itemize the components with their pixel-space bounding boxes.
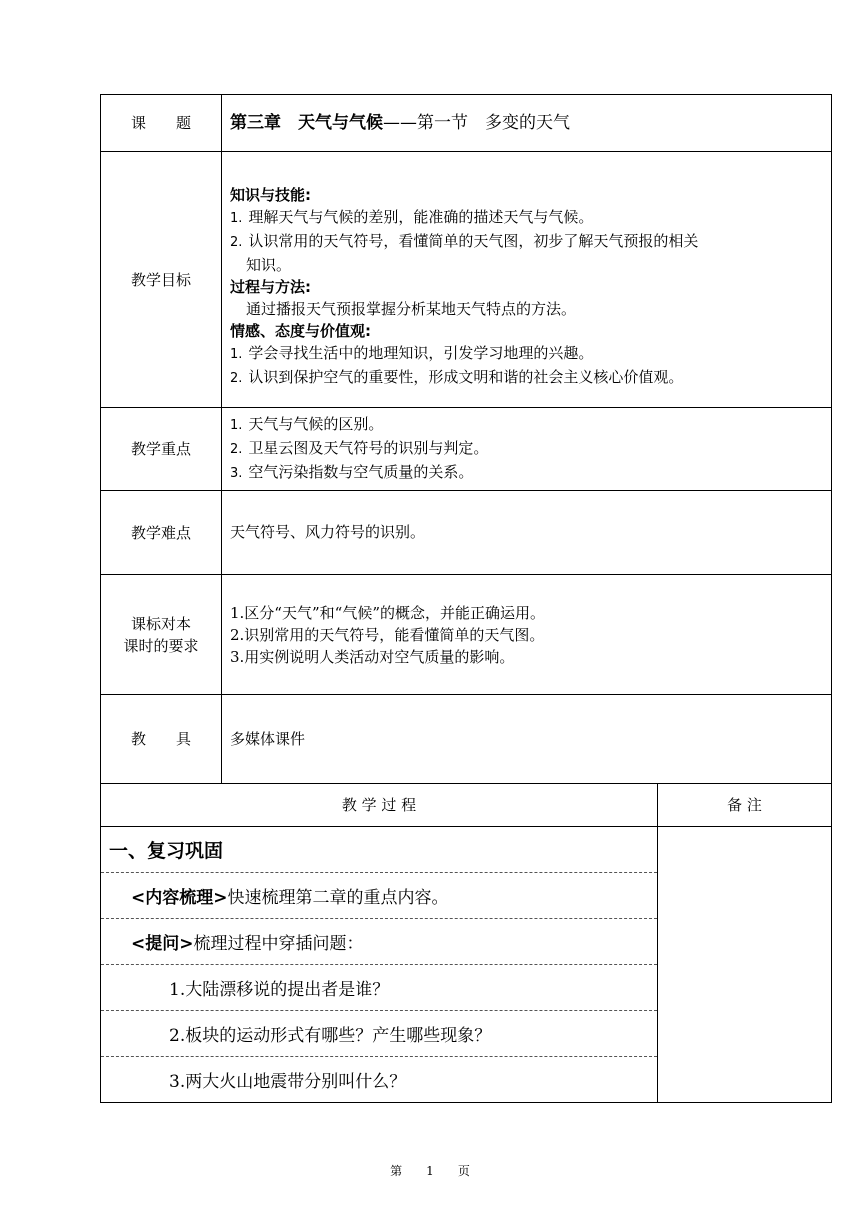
question-item: 2.板块的运动形式有哪些？产生哪些现象？ [101, 1011, 657, 1057]
topic-label: 课 题 [101, 95, 222, 152]
process-body-row [101, 827, 832, 1103]
key-point-item: 1. 天气与气候的区别。 [230, 415, 384, 433]
ask-text: 梳理过程中穿插问题： [193, 934, 364, 954]
section-title: ——第一节 多变的天气 [383, 112, 570, 133]
standard-item: 1.区分“天气”和“气候”的概念，并能正确运用。 [230, 603, 545, 622]
key-points-content [222, 408, 832, 491]
question-item: 1.大陆漂移说的提出者是谁？ [101, 965, 657, 1011]
lesson-plan-table [100, 94, 832, 1103]
footer-suffix: 页 [457, 1164, 470, 1178]
process-body [101, 827, 658, 1103]
emotion-heading: 情感、态度与价值观: [230, 321, 371, 340]
remarks-header: 备 注 [658, 784, 832, 827]
objectives-row [101, 152, 832, 408]
page-footer [0, 1162, 860, 1179]
emotion-item: 2. 认识到保护空气的重要性，形成文明和谐的社会主义核心价值观。 [230, 367, 684, 386]
page-number: 1 [426, 1164, 434, 1178]
standards-content [222, 575, 832, 695]
difficulty-label: 教学难点 [101, 491, 222, 575]
topic-row [101, 95, 832, 152]
key-point-item: 2. 卫星云图及天气符号的识别与判定。 [230, 439, 489, 457]
section-heading: 一、复习巩固 [101, 827, 657, 873]
tools-value: 多媒体课件 [222, 695, 832, 784]
ask-tag: <提问> [131, 934, 194, 954]
ask-line [101, 919, 657, 965]
review-line [101, 873, 657, 919]
tools-label: 教 具 [101, 695, 222, 784]
standards-label: 课标对本 课时的要求 [101, 575, 222, 695]
remarks-cell [658, 827, 832, 1103]
process-header: 教 学 过 程 [101, 784, 658, 827]
knowledge-item: 2. 认识常用的天气符号，看懂简单的天气图，初步了解天气预报的相关 [230, 231, 699, 250]
knowledge-item: 1. 理解天气与气候的差别，能准确的描述天气与气候。 [230, 207, 594, 226]
difficulty-value: 天气符号、风力符号的识别。 [222, 491, 832, 575]
standard-item: 3.用实例说明人类活动对空气质量的影响。 [230, 647, 515, 666]
emotion-item: 1. 学会寻找生活中的地理知识，引发学习地理的兴趣。 [230, 343, 594, 362]
chapter-title: 第三章 天气与气候 [230, 112, 383, 133]
standard-item: 2.识别常用的天气符号，能看懂简单的天气图。 [230, 625, 545, 644]
difficulty-row [101, 491, 832, 575]
process-text: 通过播报天气预报掌握分析某地天气特点的方法。 [246, 299, 577, 318]
tools-row [101, 695, 832, 784]
question-item: 3.两大火山地震带分别叫什么？ [169, 1072, 407, 1092]
process-heading: 过程与方法: [230, 277, 311, 296]
key-point-item: 3. 空气污染指数与空气质量的关系。 [230, 463, 474, 481]
objectives-content [222, 152, 832, 408]
review-tag: <内容梳理> [131, 888, 228, 908]
standards-row [101, 575, 832, 695]
objectives-label: 教学目标 [101, 152, 222, 408]
topic-value [222, 95, 832, 152]
key-points-label: 教学重点 [101, 408, 222, 491]
review-text: 快速梳理第二章的重点内容。 [227, 888, 449, 908]
knowledge-item-cont: 知识。 [246, 255, 292, 274]
footer-prefix: 第 [390, 1164, 403, 1178]
process-header-row [101, 784, 832, 827]
knowledge-heading: 知识与技能: [230, 185, 311, 204]
key-points-row [101, 408, 832, 491]
